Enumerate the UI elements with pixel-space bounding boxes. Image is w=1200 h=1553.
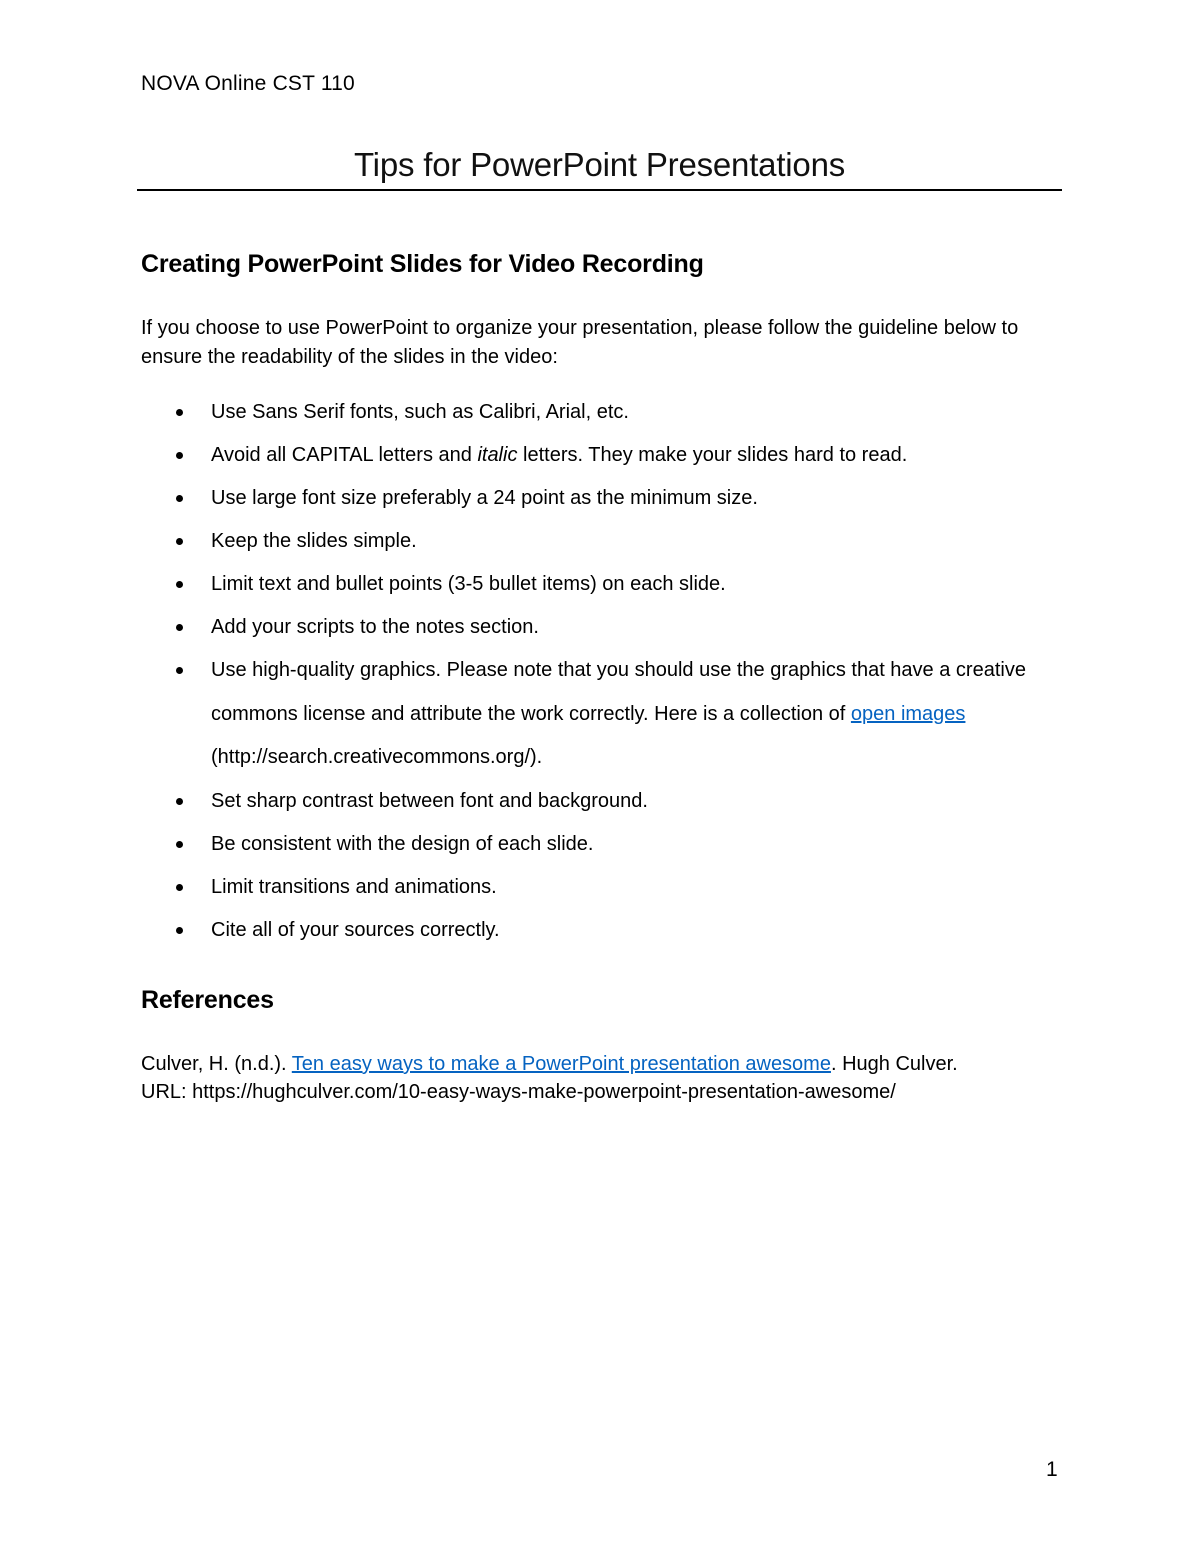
- bullet-item: [141, 613, 1061, 642]
- page-header: NOVA Online CST 110: [141, 72, 355, 95]
- bullet-text: Add your scripts to the notes section.: [211, 616, 539, 638]
- bullet-text: Cite all of your sources correctly.: [211, 918, 500, 941]
- reference-citation-line: [141, 1050, 1061, 1078]
- bullet-dot-icon: [176, 927, 183, 934]
- title-underline-rule: [137, 189, 1062, 191]
- bullet-dot-icon: [176, 624, 183, 631]
- reference-url-line: URL: https://hughculver.com/10-easy-ways-make-powerpoint-presentation-awesome/: [141, 1081, 896, 1103]
- bullet-item: [141, 441, 1061, 470]
- citation-publisher: . Hugh Culver.: [830, 1053, 958, 1075]
- page-number: 1: [1046, 1458, 1058, 1481]
- bullet-item: [141, 916, 1061, 945]
- bullet-text: letters. They make your slides hard to read.: [517, 444, 908, 466]
- bullet-dot-icon: [176, 495, 183, 502]
- open-images-link[interactable]: open images: [850, 702, 966, 725]
- bullet-text: Limit text and bullet points (3-5 bullet items) on each slide.: [211, 573, 726, 595]
- bullet-dot-icon: [176, 798, 183, 805]
- bullet-text: Avoid all CAPITAL letters and: [211, 444, 478, 466]
- bullet-dot-icon: [176, 884, 183, 891]
- bullet-item: [141, 398, 1061, 427]
- bullet-item: [141, 484, 1061, 513]
- bullet-text: (http://search.creativecommons.org/).: [211, 746, 543, 768]
- bullet-item: [141, 649, 1061, 780]
- section-heading-references: References: [141, 986, 274, 1014]
- bullet-item: [141, 787, 1061, 816]
- citation-title-link[interactable]: Ten easy ways to make a PowerPoint presentation awesome: [291, 1053, 831, 1075]
- bullet-dot-icon: [176, 452, 183, 459]
- bullet-item: [141, 527, 1061, 556]
- bullet-text: Keep the slides simple.: [211, 530, 417, 552]
- bullet-dot-icon: [176, 409, 183, 416]
- bullet-text: Set sharp contrast between font and background.: [211, 789, 648, 812]
- bullet-text: Use large font size preferably a 24 point as the minimum size.: [211, 487, 758, 509]
- section-heading-creating-slides: Creating PowerPoint Slides for Video Recording: [141, 250, 704, 278]
- bullet-italic-word: italic: [477, 444, 518, 466]
- bullet-text: Be consistent with the design of each slide.: [211, 832, 594, 855]
- citation-author: Culver, H. (n.d.).: [141, 1053, 292, 1075]
- bullet-dot-icon: [176, 841, 183, 848]
- guideline-bullet-list: [141, 398, 1061, 959]
- bullet-dot-icon: [176, 667, 183, 674]
- bullet-item: [141, 873, 1061, 902]
- reference-entry: [141, 1050, 1061, 1106]
- bullet-text: Use Sans Serif fonts, such as Calibri, Arial, etc.: [211, 401, 629, 423]
- bullet-text: Use high-quality graphics. Please note that you should use the graphics that have a creative commons license and attribute the work correctly. Here is a collection of: [211, 659, 1026, 725]
- bullet-dot-icon: [176, 538, 183, 545]
- bullet-dot-icon: [176, 581, 183, 588]
- intro-paragraph: If you choose to use PowerPoint to organize your presentation, please follow the guideline below to ensure the readability of the slides in the video:: [141, 317, 1019, 368]
- document-title: Tips for PowerPoint Presentations: [353, 146, 846, 183]
- bullet-item: [141, 830, 1061, 859]
- bullet-text: Limit transitions and animations.: [211, 875, 497, 898]
- bullet-item: [141, 570, 1061, 599]
